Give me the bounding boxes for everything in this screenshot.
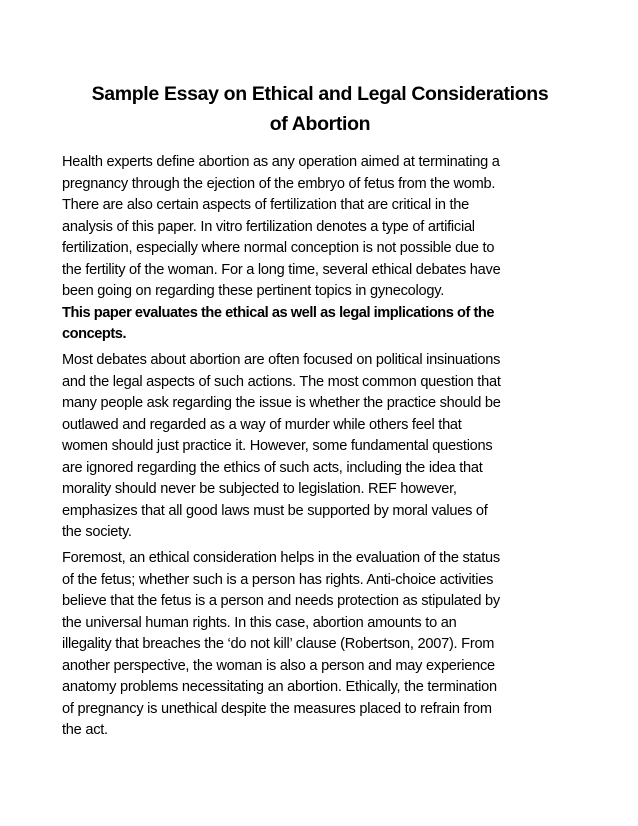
text-line: emphasizes that all good laws must be supported by moral values of — [62, 503, 488, 519]
text-line-bold: This paper evaluates the ethical as well as legal implications of the — [62, 305, 495, 321]
text-line: been going on regarding these pertinent topics in gynecology. — [62, 283, 445, 299]
text-line: pregnancy through the ejection of the embryo of fetus from the womb. — [62, 176, 496, 192]
document-title-line-2: of Abortion — [269, 113, 371, 135]
text-line: anatomy problems necessitating an abortion. Ethically, the termination — [62, 679, 497, 695]
text-line-bold: concepts. — [62, 326, 127, 342]
text-line: women should just practice it. However, some fundamental questions — [62, 438, 493, 454]
document-title-line-1: Sample Essay on Ethical and Legal Considerations — [91, 83, 549, 105]
text-line: of pregnancy is unethical despite the measures placed to refrain from — [62, 701, 492, 717]
text-line: believe that the fetus is a person and needs protection as stipulated by — [62, 593, 500, 609]
text-line: illegality that breaches the ‘do not kill’ clause (Robertson, 2007). From — [62, 636, 495, 652]
text-line: many people ask regarding the issue is whether the practice should be — [62, 395, 501, 411]
text-line: Most debates about abortion are often focused on political insinuations — [62, 352, 501, 368]
text-line: another perspective, the woman is also a person and may experience — [62, 658, 495, 674]
text-line: are ignored regarding the ethics of such acts, including the idea that — [62, 460, 483, 476]
text-line: Health experts define abortion as any operation aimed at terminating a — [62, 154, 500, 170]
text-line: There are also certain aspects of fertilization that are critical in the — [62, 197, 470, 213]
text-line: and the legal aspects of such actions. The most common question that — [62, 374, 501, 390]
text-line: Foremost, an ethical consideration helps in the evaluation of the status — [62, 550, 500, 566]
text-line: analysis of this paper. In vitro fertilization denotes a type of artificial — [62, 219, 475, 235]
text-line: the universal human rights. In this case, abortion amounts to an — [62, 615, 457, 631]
text-line: the fertility of the woman. For a long time, several ethical debates have — [62, 262, 501, 278]
text-line: outlawed and regarded as a way of murder while others feel that — [62, 417, 462, 433]
text-line: morality should never be subjected to legislation. REF however, — [62, 481, 457, 497]
text-line: of the fetus; whether such is a person has rights. Anti-choice activities — [62, 572, 494, 588]
text-line: the society. — [62, 524, 132, 540]
text-line: the act. — [62, 722, 108, 738]
text-line: fertilization, especially where normal conception is not possible due to — [62, 240, 495, 256]
